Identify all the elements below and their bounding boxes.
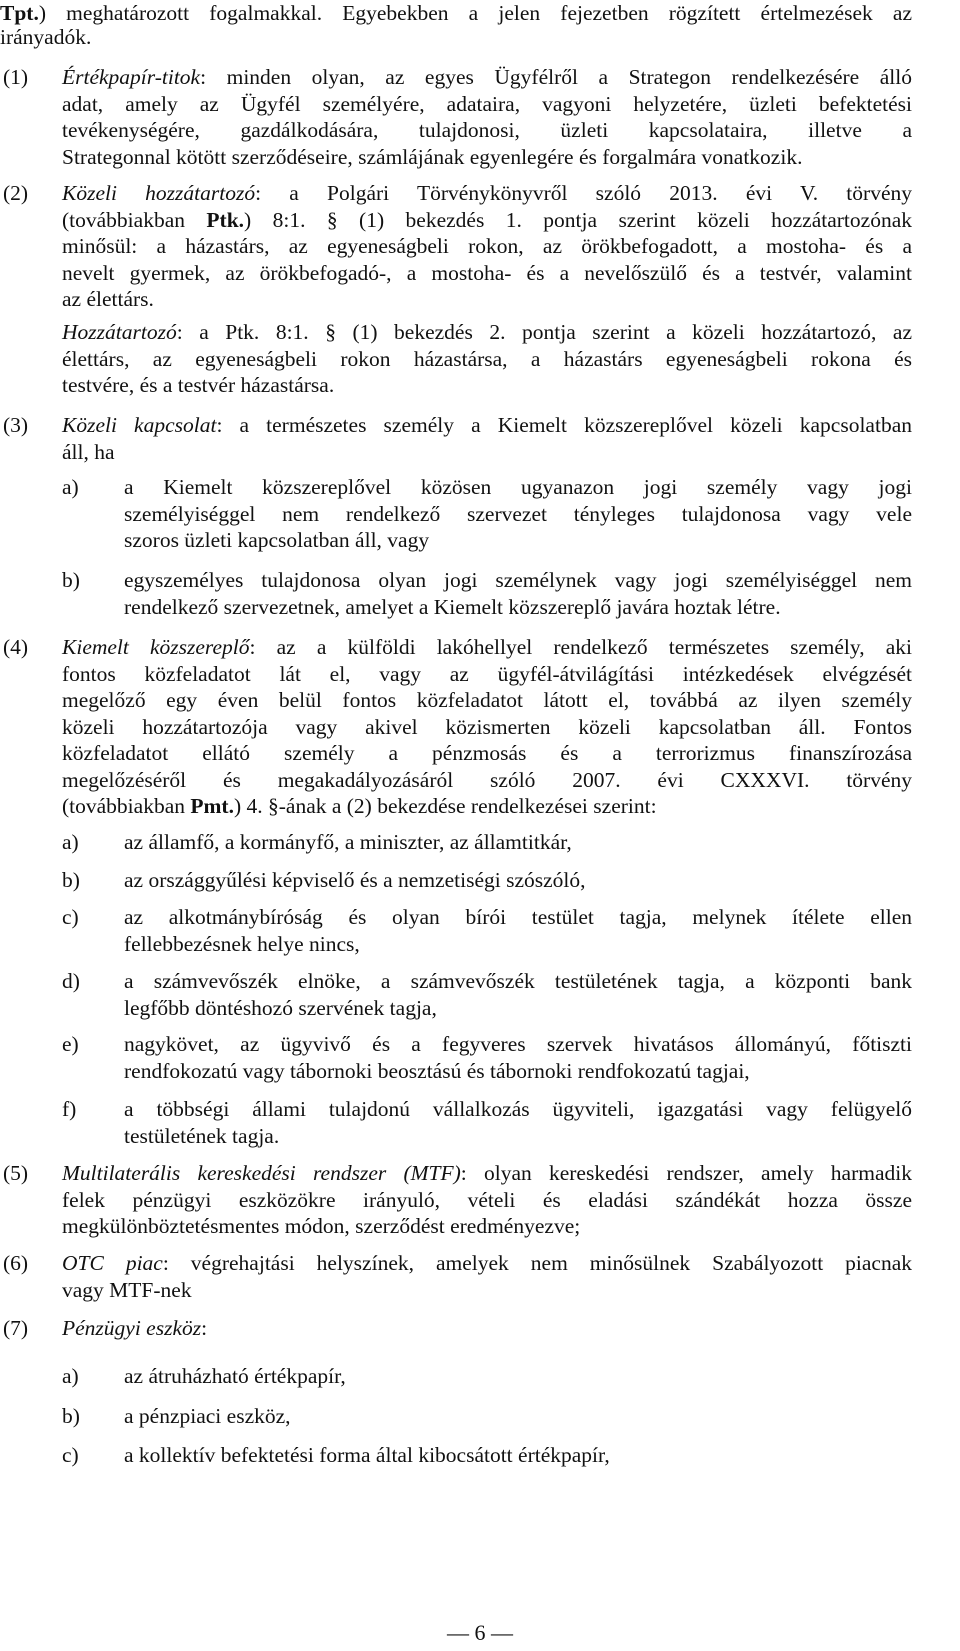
list-item-text: egyszemélyes tulajdonosa olyan jogi személynek vagy jogi személyiséggel nem bbox=[124, 568, 912, 592]
list-item-text: rendfokozatú vagy tábornoki beosztású és tábornoki rendfokozatú tagjai, bbox=[124, 1058, 750, 1083]
list-item-text: fellebbezésnek helye nincs, bbox=[124, 931, 360, 956]
section-number: (1) bbox=[3, 65, 29, 89]
list-item-label: c) bbox=[62, 905, 79, 929]
section-2-text-b: Hozzátartozó: a Ptk. 8:1. § (1) bekezdés 2. pontja szerint a közeli hozzátartozó, az bbox=[62, 320, 912, 344]
list-item-label: a) bbox=[62, 830, 79, 854]
section-4-text: fontos közfeladatot lát el, vagy az ügyfél-átvilágítási intézkedések elvégzését bbox=[62, 661, 912, 686]
section-5-text: megkülönböztetésmentes módon, szerződést eredményezve; bbox=[62, 1214, 581, 1238]
section-4-text: közfeladatot ellátó személy a pénzmosás és a terrorizmus finanszírozása bbox=[62, 741, 912, 765]
list-item-label: f) bbox=[62, 1097, 77, 1121]
list-item-text: legfőbb döntéshozó szervének tagja, bbox=[124, 995, 437, 1020]
section-6-text: vagy MTF-nek bbox=[62, 1277, 192, 1302]
list-item-text: a Kiemelt közszereplővel közösen ugyanazon jogi személy vagy jogi bbox=[124, 475, 912, 499]
section-2-text-b: testvére, és a testvér házastársa. bbox=[62, 373, 335, 397]
section-1-text: tevékenységére, gazdálkodására, tulajdonosi, üzleti kapcsolataira, illetve a bbox=[62, 118, 912, 142]
list-item-label: e) bbox=[62, 1032, 79, 1056]
list-item-text: testületének tagja. bbox=[124, 1123, 280, 1148]
list-item-text: a többségi állami tulajdonú vállalkozás ügyviteli, igazgatási vagy felügyelő bbox=[124, 1097, 912, 1121]
section-7-text: Pénzügyi eszköz: bbox=[62, 1316, 208, 1340]
list-item-text: a kollektív befektetési forma által kibocsátott értékpapír, bbox=[124, 1443, 610, 1467]
list-item-label: b) bbox=[62, 868, 80, 892]
list-item-text: személyiséggel nem rendelkező szervezet tényleges tulajdonosa vagy vele bbox=[124, 501, 912, 526]
section-number: (2) bbox=[3, 181, 29, 205]
section-1-text: adat, amely az Ügyfél személyére, adataira, vagyoni helyzetére, üzleti befektetési bbox=[62, 91, 912, 116]
section-4-text: megelőzéséről és megakadályozásáról szóló 2007. évi CXXXVI. törvény bbox=[62, 767, 912, 792]
section-2-text: Közeli hozzátartozó: a Polgári Törvénykönyvről szóló 2013. évi V. törvény bbox=[62, 181, 912, 205]
section-6-text: OTC piac: végrehajtási helyszínek, amelyek nem minősülnek Szabályozott piacnak bbox=[62, 1251, 913, 1275]
section-1-text: Strategonnal kötött szerződéseire, számlájának egyenlegére és forgalmára vonatkozik. bbox=[62, 144, 803, 169]
intro-line: irányadók. bbox=[0, 25, 92, 49]
list-item-label: c) bbox=[62, 1443, 79, 1467]
section-1-text: Értékpapír-titok: minden olyan, az egyes Ügyfélről a Strategon rendelkezésére álló bbox=[62, 65, 912, 89]
section-2-text: minősül: a házastárs, az egyeneságbeli rokon, az örökbefogadott, a mostoha- és a bbox=[62, 234, 912, 258]
list-item-text: szoros üzleti kapcsolatban áll, vagy bbox=[124, 528, 430, 552]
list-item-text: az alkotmánybíróság és olyan bírói testület tagja, melynek ítélete ellen bbox=[124, 905, 912, 929]
section-2-text: (továbbiakban Ptk.) 8:1. § (1) bekezdés 1. pontja szerint közeli hozzátartozónak bbox=[62, 207, 912, 232]
section-2-text: nevelt gyermek, az örökbefogadó-, a mostoha- és a nevelőszülő és a testvér, valamint bbox=[62, 260, 912, 285]
section-3-text: áll, ha bbox=[62, 439, 115, 464]
section-3-text: Közeli kapcsolat: a természetes személy a Kiemelt közszereplővel közeli kapcsolatban bbox=[62, 413, 912, 437]
list-item-text: nagykövet, az ügyvivő és a fegyveres szervek hivatásos állományú, főtiszti bbox=[124, 1032, 912, 1056]
section-5-text: Multilaterális kereskedési rendszer (MTF): olyan kereskedési rendszer, amely harmadik bbox=[62, 1161, 912, 1185]
list-item-label: d) bbox=[62, 969, 80, 993]
section-5-text: felek pénzügyi eszközökre irányuló, vételi és eladási szándékát hozza össze bbox=[62, 1187, 912, 1212]
section-4-text: közeli hozzátartozója vagy akivel közismerten közeli kapcsolatban áll. Fontos bbox=[62, 714, 912, 739]
list-item-text: a számvevőszék elnöke, a számvevőszék testületének tagja, a központi bank bbox=[124, 969, 912, 993]
section-number: (5) bbox=[3, 1161, 29, 1185]
list-item-text: az átruházható értékpapír, bbox=[124, 1364, 346, 1388]
section-number: (7) bbox=[3, 1316, 29, 1340]
section-2-text-b: élettárs, az egyeneságbeli rokon házastársa, a házastárs egyeneságbeli rokona és bbox=[62, 346, 912, 371]
list-item-text: az államfő, a kormányfő, a miniszter, az államtitkár, bbox=[124, 830, 572, 854]
list-item-text: rendelkező szervezetnek, amelyet a Kiemelt közszereplő javára hoztak létre. bbox=[124, 594, 781, 619]
list-item-text: a pénzpiaci eszköz, bbox=[124, 1404, 291, 1428]
intro-line: Tpt.) meghatározott fogalmakkal. Egyebekben a jelen fejezetben rögzített értelmezések az bbox=[0, 1, 912, 25]
page-number: — 6 — bbox=[447, 1620, 513, 1645]
section-number: (4) bbox=[3, 635, 29, 659]
section-2-text: az élettárs. bbox=[62, 287, 154, 311]
list-item-label: b) bbox=[62, 1404, 80, 1428]
section-4-text: (továbbiakban Pmt.) 4. §-ának a (2) bekezdése rendelkezései szerint: bbox=[62, 794, 657, 818]
list-item-label: a) bbox=[62, 475, 79, 499]
section-number: (3) bbox=[3, 413, 29, 437]
list-item-text: az országgyűlési képviselő és a nemzetiségi szószóló, bbox=[124, 868, 586, 892]
section-number: (6) bbox=[3, 1251, 29, 1275]
list-item-label: a) bbox=[62, 1364, 79, 1388]
list-item-label: b) bbox=[62, 568, 80, 592]
section-4-text: megelőző egy éven belül fontos közfeladatot látott el, továbbá az ilyen személy bbox=[62, 688, 912, 712]
section-4-text: Kiemelt közszereplő: az a külföldi lakóhellyel rendelkező természetes személy, aki bbox=[62, 635, 912, 659]
